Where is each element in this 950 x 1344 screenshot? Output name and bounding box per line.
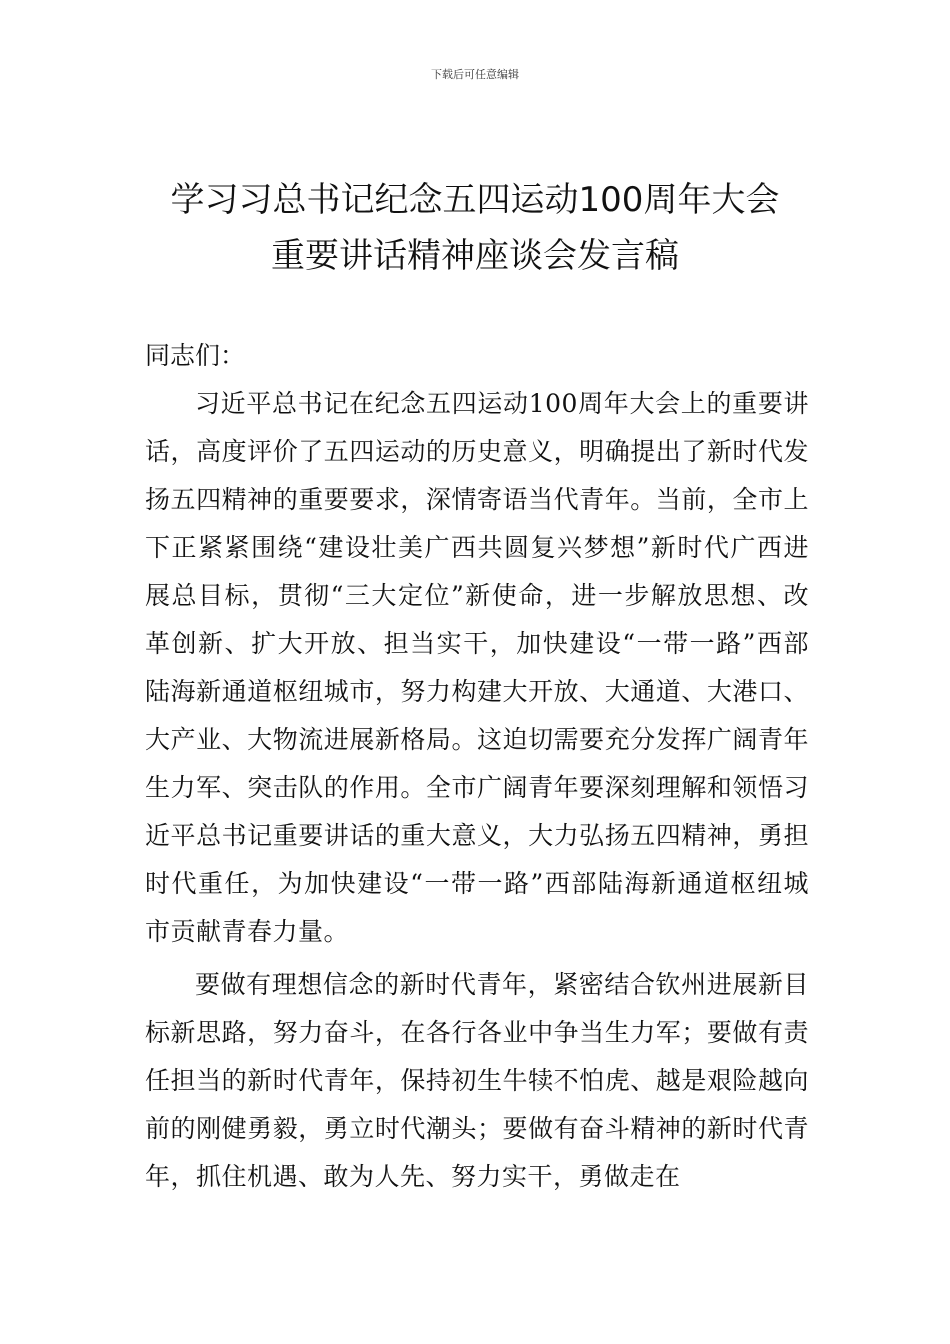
title-line-1: 学习习总书记纪念五四运动100周年大会 <box>170 180 780 220</box>
document-title <box>60 172 890 284</box>
document-body <box>145 332 809 1206</box>
paragraph-2: 要做有理想信念的新时代青年，紧密结合钦州进展新目标新思路，努力奋斗，在各行各业中争当生力军；要做有责任担当的新时代青年，保持初生牛犊不怕虎、越是艰险越向前的刚健勇毅，勇立时代潮头；要做有奋斗精神的新时代青年，抓住机遇、敢为人先、努力实干，勇做走在 <box>145 970 809 1191</box>
title-line-2: 重要讲话精神座谈会发言稿 <box>271 236 679 276</box>
paragraph-1: 习近平总书记在纪念五四运动100周年大会上的重要讲话，高度评价了五四运动的历史意义，明确提出了新时代发扬五四精神的重要要求，深情寄语当代青年。当前，全市上下正紧紧围绕“建设壮美广西共圆复兴梦想”新时代广西进展总目标，贯彻“三大定位”新使命，进一步解放思想、改革创新、扩大开放、担当实干，加快建设“一带一路”西部陆海新通道枢纽城市，努力构建大开放、大通道、大港口、大产业、大物流进展新格局。这迫切需要充分发挥广阔青年生力军、突击队的作用。全市广阔青年要深刻理解和领悟习近平总书记重要讲话的重大意义，大力弘扬五四精神，勇担时代重任，为加快建设“一带一路”西部陆海新通道枢纽城市贡献青春力量。 <box>145 389 809 946</box>
page-header-note: 下载后可任意编辑 <box>431 68 519 81</box>
salutation: 同志们： <box>145 341 246 370</box>
